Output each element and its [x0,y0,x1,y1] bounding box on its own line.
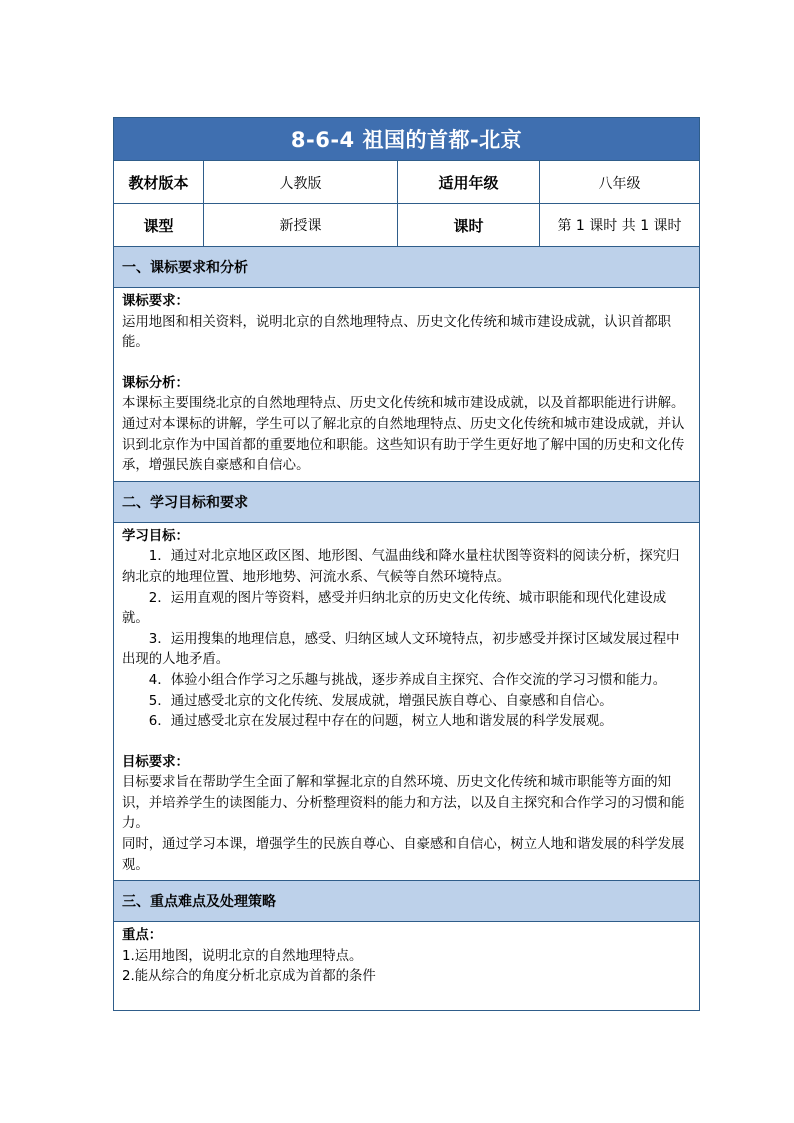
paragraph: 目标要求旨在帮助学生全面了解和掌握北京的自然环境、历史文化传统和城市职能等方面的知识，并培养学生的读图能力、分析整理资料的能力和方法，以及自主探究和合作学习的习惯和能力。 [122,775,685,832]
section-heading-standards: 一、课标要求和分析 [114,247,700,288]
section-content-keypoints [114,922,700,1011]
list-item: 2.能从综合的角度分析北京成为首都的条件 [122,969,376,985]
type-label: 课型 [114,204,204,247]
edition-label: 教材版本 [114,161,204,204]
objective-item: 6．通过感受北京在发展过程中存在的问题，树立人地和谐发展的科学发展观。 [148,714,613,730]
section-heading-objectives: 二、学习目标和要求 [114,481,700,522]
objective-item: 1．通过对北京地区政区图、地形图、气温曲线和降水量柱状图等资料的阅读分析，探究归纳北京的地理位置、地形地势、河流水系、气候等自然环境特点。 [122,549,680,585]
section-content-objectives [114,522,700,881]
objective-item: 4．体验小组合作学习之乐趣与挑战，逐步养成自主探究、合作交流的学习习惯和能力。 [148,672,667,688]
objective-item: 3．运用搜集的地理信息，感受、归纳区域人文环境特点，初步感受并探讨区域发展过程中出现的人地矛盾。 [122,631,680,668]
lesson-plan-table [113,117,700,1011]
list-item: 1.运用地图，说明北京的自然地理特点。 [122,948,363,964]
document-title: 8-6-4 祖国的首都-北京 [114,118,700,161]
section-content-standards [114,288,700,482]
objective-item: 5．通过感受北京的文化传统、发展成就，增强民族自尊心、自豪感和自信心。 [148,693,613,709]
subheading: 学习目标： [122,528,189,544]
objective-item: 2．运用直观的图片等资料，感受并归纳北京的历史文化传统、城市职能和现代化建设成就。 [122,590,667,627]
grade-label: 适用年级 [398,161,540,204]
paragraph: 运用地图和相关资料，说明北京的自然地理特点、历史文化传统和城市建设成就，认识首都职能。 [122,314,672,351]
subheading: 重点： [122,928,163,944]
section-heading-keypoints: 三、重点难点及处理策略 [114,881,700,922]
period-label: 课时 [398,204,540,247]
grade-value: 八年级 [540,161,700,204]
edition-value: 人教版 [204,161,398,204]
subheading: 目标要求： [122,754,189,770]
period-value: 第 1 课时 共 1 课时 [540,204,700,247]
type-value: 新授课 [204,204,398,247]
paragraph: 本课标主要围绕北京的自然地理特点、历史文化传统和城市建设成就，以及首都职能进行讲解。通过对本课标的讲解，学生可以了解北京的自然地理特点、历史文化传统和城市建设成就，并认识到北京作为中国首都的重要地位和职能。这些知识有助于学生更好地了解中国的历史和文化传承，增强民族自豪感和自信心。 [122,396,685,474]
paragraph: 同时，通过学习本课，增强学生的民族自尊心、自豪感和自信心，树立人地和谐发展的科学发展观。 [122,837,685,873]
subheading: 课标要求： [122,294,189,309]
subheading: 课标分析： [122,375,189,391]
